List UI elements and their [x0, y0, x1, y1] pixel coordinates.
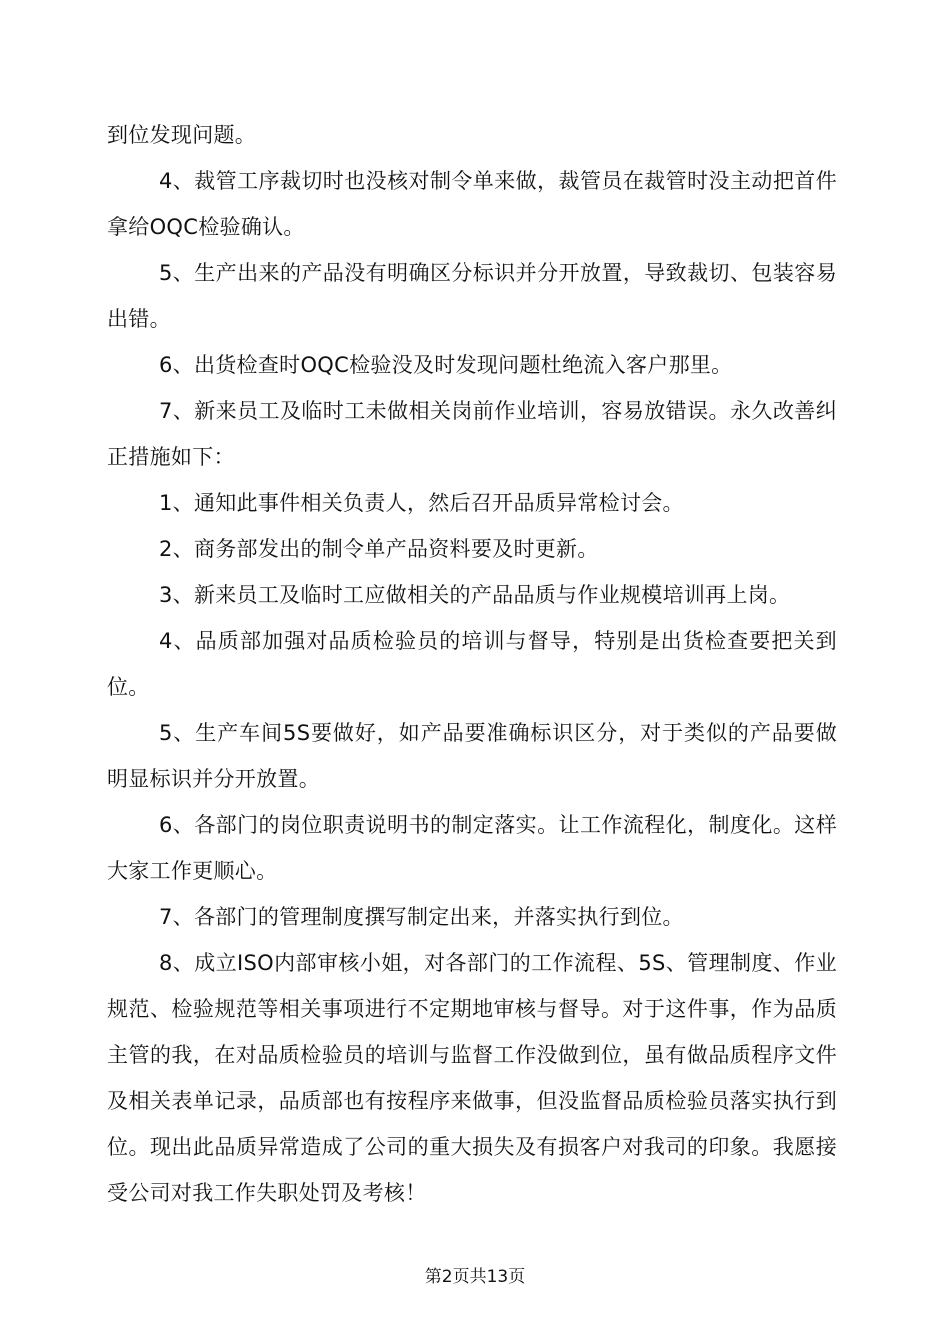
paragraph: 4、裁管工序裁切时也没核对制令单来做，裁管员在裁管时没主动把首件拿给OQC检验确认。 — [107, 169, 837, 239]
paragraph: 2、商务部发出的制令单产品资料要及时更新。 — [159, 537, 599, 561]
paragraph: 4、品质部加强对品质检验员的培训与督导，特别是出货检查要把关到位。 — [107, 629, 837, 699]
paragraph: 8、成立ISO内部审核小姐，对各部门的工作流程、5S、管理制度、作业规范、检验规范等相关事项进行不定期地审核与督导。对于这件事，作为品质主管的我，在对品质检验员的培训与监督工作没做到位，虽有做品质程序文件及相关表单记录，品质部也有按程序来做事，但没监督品质检验员落实执行到位。现出此品质异常造成了公司的重大损失及有损客户对我司的印象。我愿接受公司对我工作失职处罚及考核！ — [107, 951, 837, 1205]
paragraph: 1、通知此事件相关负责人，然后召开品质异常检讨会。 — [159, 491, 684, 515]
paragraph: 5、生产出来的产品没有明确区分标识并分开放置，导致裁切、包装容易出错。 — [107, 261, 837, 331]
paragraph: 6、出货检查时OQC检验没及时发现问题杜绝流入客户那里。 — [159, 353, 733, 377]
page-number-footer: 第2页共13页 — [424, 1267, 526, 1287]
paragraph: 3、新来员工及临时工应做相关的产品品质与作业规模培训再上岗。 — [159, 583, 791, 607]
paragraph: 到位发现问题。 — [107, 123, 257, 147]
document-body — [107, 112, 837, 1216]
paragraph: 7、新来员工及临时工未做相关岗前作业培训，容易放错误。永久改善纠正措施如下： — [107, 399, 837, 469]
paragraph: 7、各部门的管理制度撰写制定出来，并落实执行到位。 — [159, 905, 684, 929]
paragraph: 6、各部门的岗位职责说明书的制定落实。让工作流程化，制度化。这样大家工作更顺心。 — [107, 813, 837, 883]
paragraph: 5、生产车间5S要做好，如产品要准确标识区分，对于类似的产品要做明显标识并分开放置。 — [107, 721, 837, 791]
